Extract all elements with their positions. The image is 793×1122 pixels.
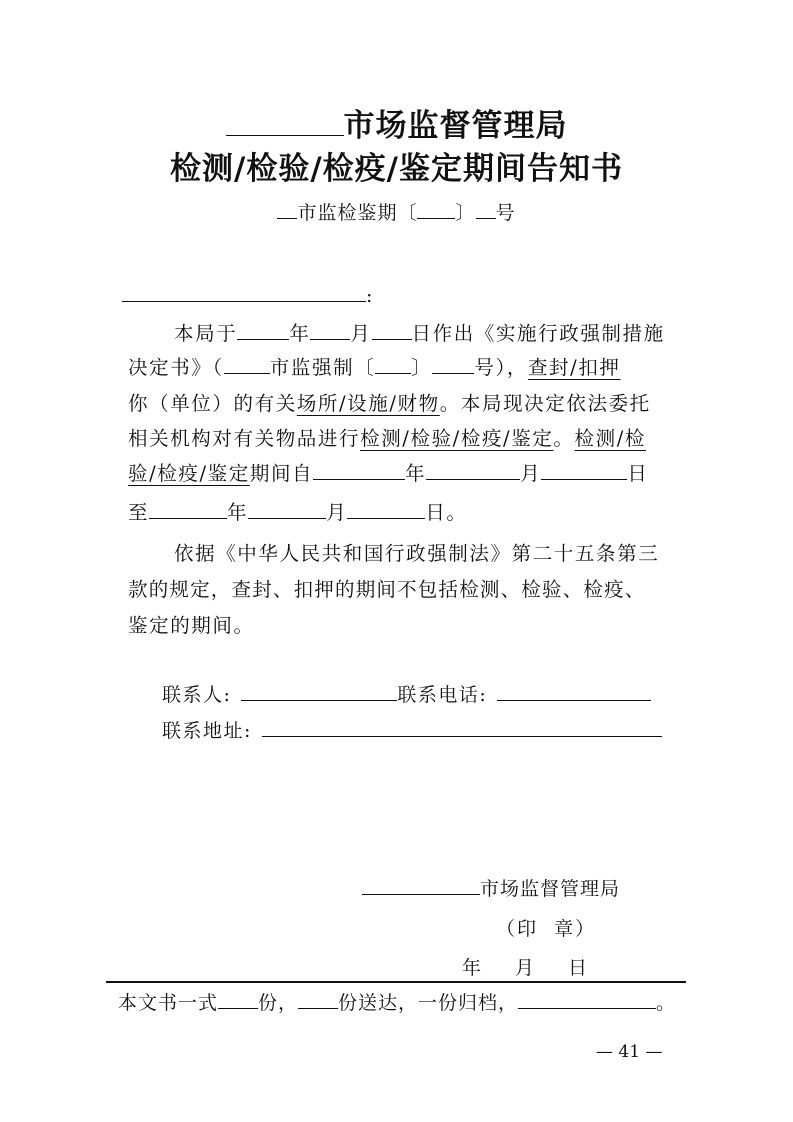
ref-year-blank bbox=[417, 199, 455, 219]
seal-placeholder: （印 章） bbox=[496, 918, 597, 940]
document-title-line1 bbox=[0, 100, 793, 145]
period-start-year-blank bbox=[313, 460, 405, 481]
ref-text-3: 号 bbox=[495, 202, 516, 224]
p1-underlined: 查封/扣押 bbox=[527, 356, 621, 379]
p1-text: 年 bbox=[289, 322, 311, 345]
p1-text: 市监强制〔 bbox=[269, 356, 376, 379]
p1-text: 日作出《实施行政强制措施 bbox=[411, 322, 665, 345]
decision-year-blank bbox=[237, 320, 289, 341]
date-month: 月 bbox=[515, 957, 535, 979]
signature-agency-blank bbox=[362, 875, 480, 895]
ref-prefix-blank bbox=[277, 199, 297, 219]
footer-divider bbox=[106, 981, 686, 983]
agency-name-blank bbox=[226, 104, 344, 136]
p1-text: 月 bbox=[520, 462, 542, 485]
para1-line2 bbox=[128, 352, 621, 380]
filing-blank bbox=[518, 989, 656, 1009]
contact-person-blank bbox=[241, 681, 397, 701]
recipient-line bbox=[122, 282, 372, 307]
contact-address-row bbox=[162, 716, 662, 743]
p1-text: 你（单位）的有关 bbox=[128, 392, 297, 415]
p1-text: 本局于 bbox=[174, 322, 238, 345]
date-year: 年 bbox=[462, 957, 482, 979]
period-start-day-blank bbox=[541, 460, 627, 481]
p1-text: 期间自 bbox=[249, 462, 314, 485]
decision-month-blank bbox=[310, 320, 350, 341]
decision-day-blank bbox=[372, 320, 412, 341]
p1-text: 号）， bbox=[474, 356, 528, 379]
p1-underlined: 检测/检验/检疫/鉴定 bbox=[360, 427, 554, 450]
period-end-day-blank bbox=[347, 499, 425, 520]
reference-number bbox=[0, 198, 793, 225]
p1-text: 日。 bbox=[425, 501, 468, 524]
p1-text: 。 bbox=[553, 427, 575, 450]
contact-address-blank bbox=[262, 717, 662, 737]
para1-line1 bbox=[174, 318, 665, 346]
footer-text: 本文书一式 bbox=[118, 992, 219, 1014]
served-copies-blank bbox=[298, 989, 338, 1009]
p1-text: 日 bbox=[627, 462, 649, 485]
recipient-colon: : bbox=[366, 285, 373, 307]
p1-text: 年 bbox=[227, 501, 249, 524]
decision-serial-blank bbox=[432, 354, 474, 375]
period-end-year-blank bbox=[149, 499, 227, 520]
total-copies-blank bbox=[218, 989, 258, 1009]
ref-text-2: 〕 bbox=[455, 202, 476, 224]
p1-underlined: 场所/设施/财物 bbox=[296, 392, 440, 415]
p1-text: 月 bbox=[326, 501, 348, 524]
document-title-line2: 检测/检验/检疫/鉴定期间告知书 bbox=[170, 151, 623, 187]
contact-phone-label: 联系电话: bbox=[397, 684, 488, 706]
ref-serial-blank bbox=[476, 199, 496, 219]
p1-underlined: 验/检疫/鉴定 bbox=[128, 462, 250, 485]
signature-agency bbox=[362, 874, 620, 901]
para2-line1: 依据《中华人民共和国行政强制法》第二十五条第三 bbox=[174, 542, 660, 565]
footer-copies-line bbox=[118, 988, 676, 1015]
p1-text: 相关机构对有关物品进行 bbox=[128, 427, 361, 450]
footer-text: 份， bbox=[258, 992, 299, 1014]
p1-text: 决定书》（ bbox=[128, 356, 224, 379]
p1-text: 月 bbox=[350, 322, 372, 345]
signature-agency-suffix: 市场监督管理局 bbox=[480, 878, 621, 900]
footer-text: 。 bbox=[656, 992, 677, 1014]
footer-text: 份送达，一份归档， bbox=[338, 992, 519, 1014]
para1-line5 bbox=[128, 458, 648, 486]
para1-line4 bbox=[128, 423, 646, 451]
p1-text: 至 bbox=[128, 501, 150, 524]
contact-phone-blank bbox=[497, 681, 651, 701]
page-number: — 41 — bbox=[596, 1042, 663, 1062]
p1-text: 。本局现决定依法委托 bbox=[439, 392, 651, 415]
contact-address-label: 联系地址: bbox=[162, 720, 252, 742]
contact-person-row bbox=[162, 680, 651, 707]
p1-underlined: 检测/检 bbox=[574, 427, 647, 450]
recipient-blank bbox=[122, 282, 366, 302]
period-end-month-blank bbox=[248, 499, 326, 520]
p1-text: 〕 bbox=[411, 356, 433, 379]
signature-date bbox=[462, 953, 587, 980]
date-day: 日 bbox=[568, 957, 588, 979]
ref-text-1: 市监检鉴期〔 bbox=[297, 202, 418, 224]
para1-line3 bbox=[128, 388, 651, 416]
para2-line3: 鉴定的期间。 bbox=[128, 614, 255, 637]
decision-prefix-blank bbox=[224, 354, 270, 375]
para2-line2: 款的规定，查封、扣押的期间不包括检测、检验、检疫、 bbox=[128, 578, 646, 601]
title-agency-suffix: 市场监督管理局 bbox=[343, 108, 568, 144]
contact-person-label: 联系人: bbox=[162, 684, 232, 706]
decision-year-ref-blank bbox=[375, 354, 411, 375]
p1-text: 年 bbox=[405, 462, 427, 485]
para1-line6 bbox=[128, 497, 468, 525]
period-start-month-blank bbox=[426, 460, 520, 481]
